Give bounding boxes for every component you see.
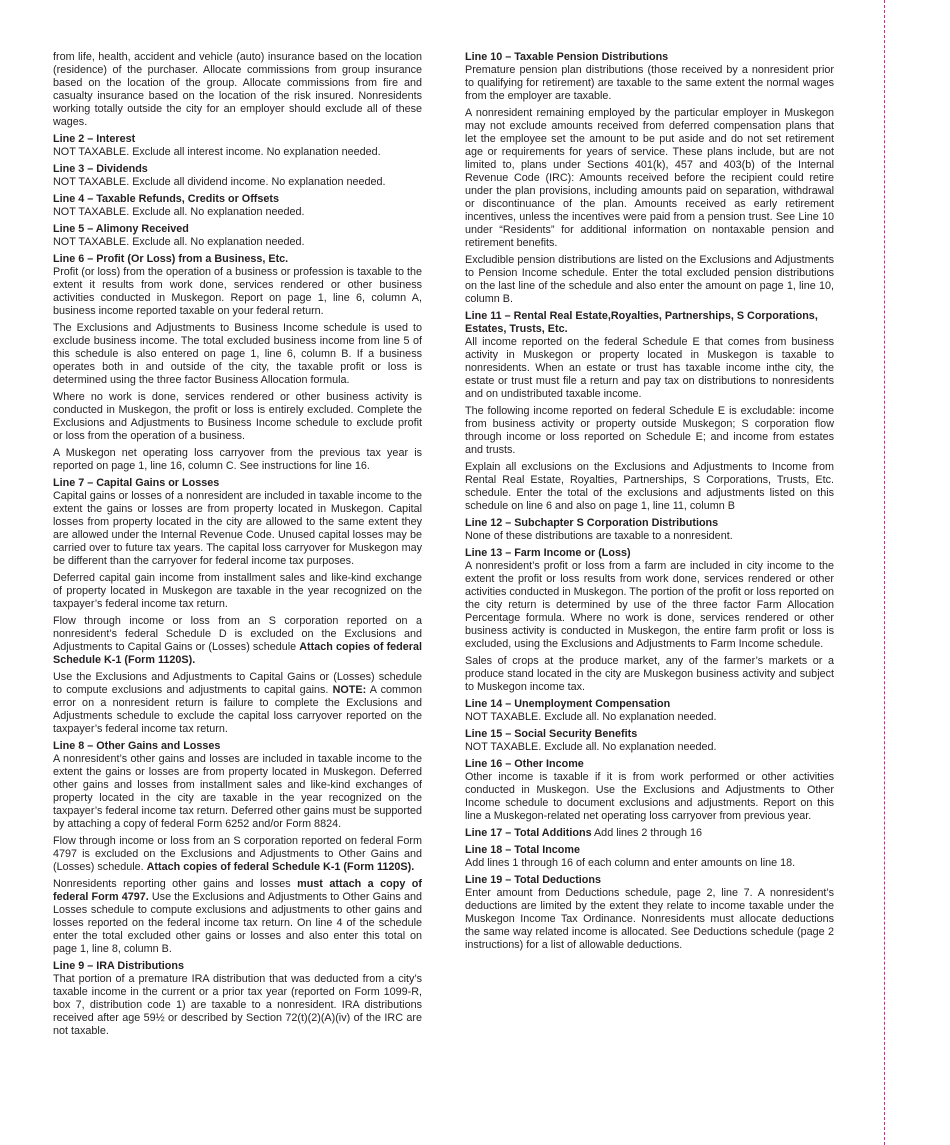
paragraph bbox=[53, 236, 422, 249]
section-heading: Line 15 – Social Security Benefits bbox=[465, 728, 638, 740]
paragraph bbox=[53, 266, 422, 318]
text-run: Excludible pension distributions are listed on the Exclusions and Adjustments to Pension Income schedule. Enter the total excluded pension distributions on the last line of the schedule and also enter the amount on page 1, line 10, column B. bbox=[465, 254, 834, 305]
paragraph bbox=[53, 322, 422, 387]
section-heading: Line 7 – Capital Gains or Losses bbox=[53, 477, 220, 489]
text-run: from life, health, accident and vehicle (auto) insurance based on the location (residence) of the purchaser. Allocate commissions from group insurance based on the location of the group. Allocate commissions from fire and casualty insurance based on the location of the risk insured. Nonresidents working totally outside the city for an employer should exclude all of these wages. bbox=[53, 51, 422, 128]
text-run: Sales of crops at the produce market, any of the farmer’s markets or a produce stand located in the city are Muskegon business activity and subject to Muskegon income tax. bbox=[465, 655, 834, 693]
text-run: NOT TAXABLE. Exclude all dividend income. No explanation needed. bbox=[53, 176, 386, 188]
text-run: NOT TAXABLE. Exclude all. No explanation needed. bbox=[465, 741, 717, 753]
text-run: Deferred capital gain income from installment sales and like-kind exchange of property located in Muskegon are taxable in the year recognized on the taxpayer’s federal income tax return. bbox=[53, 572, 422, 610]
section-heading: Line 4 – Taxable Refunds, Credits or Offsets bbox=[53, 193, 279, 205]
paragraph bbox=[465, 336, 834, 401]
bold-text-run: Line 17 – Total Additions bbox=[465, 827, 592, 839]
text-run: Flow through income or loss from an S corporation reported on a nonresident’s federal Schedule D is excluded on the Exclusions and Adjustments to Capital Gains or (Losses) schedule bbox=[53, 615, 422, 653]
paragraph bbox=[53, 572, 422, 611]
section-line-9-ira-distributions bbox=[53, 960, 422, 1038]
paragraph bbox=[465, 857, 834, 870]
bold-text-run: NOTE: bbox=[332, 684, 367, 696]
text-run: A nonresident’s other gains and losses are included in taxable income to the extent the gains or losses are from property located in Muskegon. Deferred other gains and losses from installment sales and like-kind exchanges of property located in the city are taxable in the year recognized on the taxpayer’s federal income tax return. Deferred other gains must be supported by attaching a copy of federal Form 6252 and/or Form 8824. bbox=[53, 753, 422, 830]
section-right_column-7 bbox=[465, 827, 834, 840]
trim-guide-line bbox=[884, 0, 885, 1145]
text-run: NOT TAXABLE. Exclude all. No explanation needed. bbox=[465, 711, 717, 723]
section-line-19-total-deductions bbox=[465, 874, 834, 952]
section-heading: Line 9 – IRA Distributions bbox=[53, 960, 184, 972]
paragraph bbox=[465, 461, 834, 513]
paragraph bbox=[53, 490, 422, 568]
section-heading: Line 6 – Profit (Or Loss) from a Business, Etc. bbox=[53, 253, 289, 265]
text-run: Where no work is done, services rendered or other business activity is conducted in Muskegon, the profit or loss is entirely excluded. Complete the Exclusions and Adjustments to Business Income schedule to exclude profit or loss from the operation of a business. bbox=[53, 391, 422, 442]
paragraph bbox=[465, 254, 834, 306]
text-run: Profit (or loss) from the operation of a business or profession is taxable to the extent it results from work done, services rendered or other business activities conducted in Muskegon. Report on page 1, line 6, column A, business income reported taxable on your federal return. bbox=[53, 266, 422, 317]
section-line-8-other-gains-and-losses bbox=[53, 740, 422, 956]
paragraph bbox=[53, 146, 422, 159]
text-run: NOT TAXABLE. Exclude all. No explanation needed. bbox=[53, 236, 305, 248]
right-column bbox=[465, 51, 834, 956]
section-line-7-capital-gains-or-losses bbox=[53, 477, 422, 736]
paragraph bbox=[53, 176, 422, 189]
section-line-11-rental-real-estate-royalties-par bbox=[465, 310, 834, 513]
section-line-2-interest bbox=[53, 133, 422, 159]
paragraph bbox=[465, 655, 834, 694]
paragraph bbox=[53, 447, 422, 473]
text-run: Nonresidents reporting other gains and losses bbox=[53, 878, 298, 890]
section-line-6-profit-or-loss-from-a-business-et bbox=[53, 253, 422, 473]
section-line-5-alimony-received bbox=[53, 223, 422, 249]
paragraph bbox=[465, 741, 834, 754]
text-run: A common error on a nonresident return is failure to complete the Exclusions and Adjustments schedule to exclude the capital loss carryover reported on the taxpayer’s federal income tax return. bbox=[53, 684, 422, 735]
text-run: Explain all exclusions on the Exclusions and Adjustments to Income from Rental Real Estate, Royalties, Partnerships, S Corporations, Trusts, Etc. schedule. Enter the total of the exclusions and adjustments listed on this schedule on line 6 and also on page 1, line 11, column B bbox=[465, 461, 834, 512]
section-line-16-other-income bbox=[465, 758, 834, 823]
text-run: Use the Exclusions and Adjustments to Other Gains and Losses schedule to compute exclusions and adjustments to other gains and losses reported on the federal income tax return. On line 4 of the schedule enter the total excluded other gains or losses and also enter this total on page 1, line 8, column B. bbox=[53, 891, 422, 955]
paragraph bbox=[465, 530, 834, 543]
section-left_column-0 bbox=[53, 51, 422, 129]
paragraph bbox=[465, 405, 834, 457]
section-heading: Line 10 – Taxable Pension Distributions bbox=[465, 51, 669, 63]
section-heading: Line 13 – Farm Income or (Loss) bbox=[465, 547, 631, 559]
bold-text-run: Attach copies of federal Schedule K-1 (Form 1120S). bbox=[53, 641, 422, 666]
paragraph bbox=[465, 64, 834, 103]
text-run: Add lines 2 through 16 bbox=[591, 827, 703, 839]
bold-text-run: Attach copies of federal Schedule K-1 (Form 1120S). bbox=[146, 861, 415, 873]
text-run: The Exclusions and Adjustments to Business Income schedule is used to exclude business income. The total excluded business income from line 5 of this schedule is also entered on page 1, line 6, column B. If a business operates both in and outside of the city, the taxable profit or loss is determined using the three factor Business Allocation formula. bbox=[53, 322, 422, 386]
text-run: Enter amount from Deductions schedule, page 2, line 7. A nonresident’s deductions are limited by the extent they relate to income taxable under the Muskegon Income Tax Ordinance. Nonresidents must allocate deductions the same way related income is allocated. See Deductions schedule (page 2 instructions) for a list of allowable deductions. bbox=[465, 887, 834, 951]
section-heading: Line 8 – Other Gains and Losses bbox=[53, 740, 221, 752]
paragraph bbox=[465, 827, 834, 840]
text-run: Add lines 1 through 16 of each column and enter amounts on line 18. bbox=[465, 857, 796, 869]
text-run: NOT TAXABLE. Exclude all interest income. No explanation needed. bbox=[53, 146, 381, 158]
text-run: That portion of a premature IRA distribution that was deducted from a city’s taxable income in the current or a prior tax year (reported on Form 1099-R, box 7, distribution code 1) are taxable to a nonresident. IRA distributions received after age 59½ or described by Section 72(t)(2)(A)(iv) of the IRC are not taxable. bbox=[53, 973, 422, 1037]
section-heading: Line 12 – Subchapter S Corporation Distributions bbox=[465, 517, 719, 529]
paragraph bbox=[53, 973, 422, 1038]
text-run: A nonresident remaining employed by the particular employer in Muskegon may not exclude amounts received from deferred compensation plans that let the employee set the amount to be put aside and do not set retirement age or requirements for years of service. These plans include, but are not limited to, plans under Sections 401(k), 457 and 403(b) of the Internal Revenue Code (IRC): Amounts received before the recipient could retire under the plan provisions, including amounts paid on separation, withdrawal or discontinuance of the plan. Amounts received as early retirement incentives, unless the incentives were paid from a pension trust. See Line 10 under “Residents” for additional information on nontaxable pension and retirement benefits. bbox=[465, 107, 834, 249]
section-heading: Line 3 – Dividends bbox=[53, 163, 148, 175]
section-heading: Line 14 – Unemployment Compensation bbox=[465, 698, 671, 710]
paragraph bbox=[53, 391, 422, 443]
text-run: Premature pension plan distributions (those received by a nonresident prior to qualifying for retirement) are taxable to the same extent the normal wages from the employer are taxable. bbox=[465, 64, 834, 102]
section-heading: Line 19 – Total Deductions bbox=[465, 874, 601, 886]
text-run: The following income reported on federal Schedule E is excludable: income from business activity or property outside Muskegon; S corporation flow through income or loss reported on Schedule E; and income from estates and trusts. bbox=[465, 405, 834, 456]
paragraph bbox=[53, 671, 422, 736]
paragraph bbox=[53, 615, 422, 667]
text-run: A nonresident’s profit or loss from a farm are included in city income to the extent the profit or loss results from work done, services rendered or other activities conducted in Muskegon. The portion of the profit or loss reported on the city return is determined by use of the three factor Farm Allocation Percentage formula. Where no work is done, services rendered or other business activity is conducted in Muskegon, the entire farm profit or loss is excluded, using the Exclusions and Adjustments to Farm Income schedule. bbox=[465, 560, 834, 650]
section-line-15-social-security-benefits bbox=[465, 728, 834, 754]
text-run: Flow through income or loss from an S corporation reported on federal Form 4797 is excluded on the Exclusions and Adjustments to Other Gains and (Losses) schedule. bbox=[53, 835, 422, 873]
section-line-3-dividends bbox=[53, 163, 422, 189]
paragraph bbox=[53, 753, 422, 831]
text-run: Use the Exclusions and Adjustments to Capital Gains or (Losses) schedule to compute exclusions and adjustments to capital gains. bbox=[53, 671, 422, 696]
text-run: None of these distributions are taxable to a nonresident. bbox=[465, 530, 733, 542]
section-heading: Line 11 – Rental Real Estate,Royalties, Partnerships, S Corporations, Estates, Trusts, Etc. bbox=[465, 310, 818, 335]
paragraph bbox=[465, 887, 834, 952]
section-line-13-farm-income-or-loss bbox=[465, 547, 834, 694]
section-line-14-unemployment-compensation bbox=[465, 698, 834, 724]
paragraph bbox=[465, 711, 834, 724]
section-heading: Line 2 – Interest bbox=[53, 133, 136, 145]
bold-text-run: must attach a copy of federal Form 4797. bbox=[53, 878, 422, 903]
text-run: Capital gains or losses of a nonresident are included in taxable income to the extent the gains or losses are from property located in Muskegon. Capital losses from property located in the city are allowed to the same extent they are allowed under the Internal Revenue Code. Unused capital losses may be carried over to future tax years. The capital loss carryover for Muskegon may be different than the carryover for federal income tax purposes. bbox=[53, 490, 422, 567]
section-heading: Line 5 – Alimony Received bbox=[53, 223, 189, 235]
section-heading: Line 18 – Total Income bbox=[465, 844, 580, 856]
section-heading: Line 16 – Other Income bbox=[465, 758, 584, 770]
text-run: Other income is taxable if it is from work performed or other activities conducted in Muskegon. Use the Exclusions and Adjustments to Other Income schedule to document exclusions and adjustments. Report on this line a Muskegon-related net operating loss carryover from previous year. bbox=[465, 771, 834, 822]
section-line-18-total-income bbox=[465, 844, 834, 870]
paragraph bbox=[465, 560, 834, 651]
left-column bbox=[53, 51, 422, 1042]
text-run: NOT TAXABLE. Exclude all. No explanation needed. bbox=[53, 206, 305, 218]
section-line-10-taxable-pension-distributions bbox=[465, 51, 834, 306]
section-line-12-subchapter-s-corporation-distrib bbox=[465, 517, 834, 543]
section-line-4-taxable-refunds-credits-or-offset bbox=[53, 193, 422, 219]
text-run: All income reported on the federal Schedule E that comes from business activity in Muskegon or property located in Muskegon is taxable to nonresidents. When an estate or trust has taxable income inthe city, the estate or trust must file a return and pay tax on distributions to nonresidents and on undistributed taxable income. bbox=[465, 336, 834, 400]
paragraph bbox=[53, 51, 422, 129]
text-run: A Muskegon net operating loss carryover from the previous tax year is reported on page 1, line 16, column C. See instructions for line 16. bbox=[53, 447, 422, 472]
paragraph bbox=[53, 835, 422, 874]
paragraph bbox=[465, 771, 834, 823]
paragraph bbox=[53, 206, 422, 219]
paragraph bbox=[53, 878, 422, 956]
paragraph bbox=[465, 107, 834, 250]
